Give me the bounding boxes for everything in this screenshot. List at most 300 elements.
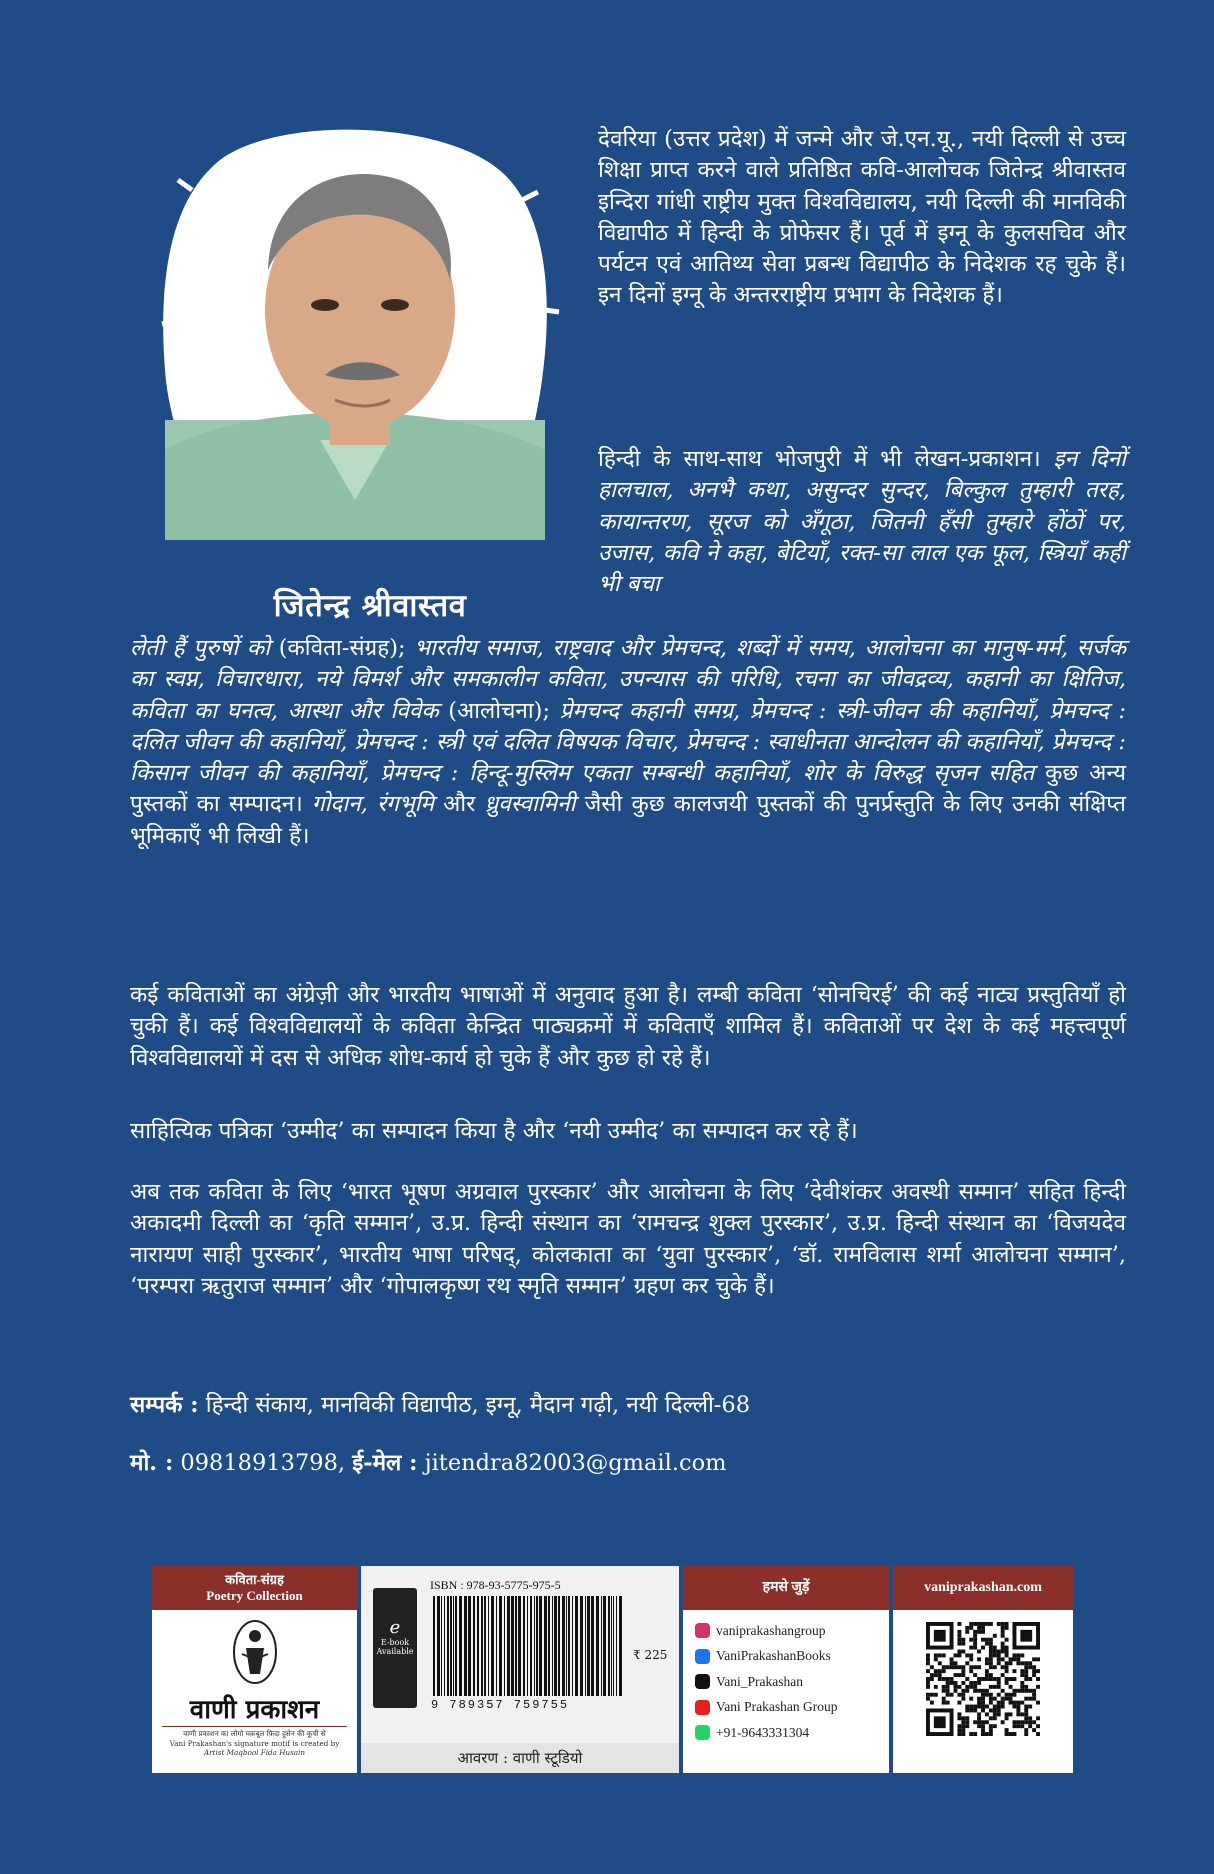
qr-module xyxy=(973,1689,977,1693)
bio-paragraph-3: कई कविताओं का अंग्रेज़ी और भारतीय भाषाओं में अनुवाद हुआ है। लम्बी कविता ‘सोनचिरई’ की कई नाट्य प्रस्तुतियाँ हो चुकी हैं। कई विश्वविद्यालयों के कविता केन्द्रित पाठ्यक्रमों में कविताएँ शामिल हैं। कविताओं पर देश के कई महत्त्वपूर्ण विश्वविद्यालयों में दस से अधिक शोध-कार्य हो चुके हैं और कुछ हो रहे हैं। xyxy=(130,982,1126,1071)
barcode-bar xyxy=(484,1596,486,1696)
qr-module xyxy=(1032,1720,1036,1724)
barcode-bar xyxy=(616,1596,617,1696)
qr-module xyxy=(997,1701,1001,1705)
barcode-bar xyxy=(473,1596,475,1696)
qr-module xyxy=(997,1693,1001,1697)
youtube-icon xyxy=(695,1700,710,1715)
qr-module xyxy=(957,1732,961,1736)
qr-module xyxy=(985,1642,989,1646)
barcode-bar xyxy=(523,1596,525,1696)
qr-module xyxy=(1020,1661,1024,1665)
barcode-bar xyxy=(596,1596,599,1696)
criticism-books: भारतीय समाज, राष्ट्रवाद और प्रेमचन्द, शब्दों में समय, आलोचना का मानुष-मर्म, सर्जक का स्वप्न, विचारधारा, नये विमर्श और समकालीन कविता, उपन्यास की परिधि, रचना का जीवद्रव्य, कहानी का क्षितिज, कविता का घनत्व, आस्था और विवेक xyxy=(130,635,1126,724)
qr-code-icon[interactable] xyxy=(926,1622,1040,1736)
qr-module xyxy=(997,1657,1001,1661)
qr-module xyxy=(926,1697,930,1701)
qr-module xyxy=(942,1697,946,1701)
qr-module xyxy=(1009,1712,1013,1716)
qr-module xyxy=(961,1669,965,1673)
qr-module xyxy=(1012,1689,1016,1693)
contact-address-label: सम्पर्क : xyxy=(130,1392,199,1418)
and-text: और xyxy=(433,791,485,818)
qr-module xyxy=(1012,1693,1016,1697)
qr-module xyxy=(1005,1650,1009,1654)
qr-module xyxy=(1036,1732,1040,1736)
qr-module xyxy=(981,1701,985,1705)
qr-module xyxy=(1016,1720,1020,1724)
qr-module xyxy=(1012,1705,1016,1709)
qr-module xyxy=(981,1693,985,1697)
qr-module xyxy=(1024,1673,1028,1677)
qr-module xyxy=(977,1712,981,1716)
qr-module xyxy=(993,1685,997,1689)
barcode-bar xyxy=(544,1596,547,1696)
qr-module xyxy=(965,1705,969,1709)
qr-finder xyxy=(1020,1630,1032,1642)
qr-module xyxy=(957,1642,961,1646)
qr-module xyxy=(957,1724,961,1728)
barcode-bar xyxy=(568,1596,570,1696)
qr-module xyxy=(977,1677,981,1681)
barcode-bar xyxy=(477,1596,479,1696)
qr-module xyxy=(961,1665,965,1669)
qr-module xyxy=(965,1685,969,1689)
qr-module xyxy=(985,1705,989,1709)
qr-module xyxy=(977,1665,981,1669)
qr-module xyxy=(961,1720,965,1724)
qr-module xyxy=(985,1669,989,1673)
qr-module xyxy=(973,1630,977,1634)
qr-module xyxy=(977,1630,981,1634)
social-item[interactable] xyxy=(695,1644,837,1670)
qr-module xyxy=(1024,1716,1028,1720)
qr-finder xyxy=(934,1716,946,1728)
barcode-bar xyxy=(558,1596,560,1696)
qr-module xyxy=(950,1657,954,1661)
publisher-logo-icon xyxy=(232,1618,278,1686)
qr-module xyxy=(957,1653,961,1657)
qr-module xyxy=(1009,1657,1013,1661)
barcode-bar xyxy=(453,1596,454,1696)
qr-module xyxy=(1032,1697,1036,1701)
barcode-bar xyxy=(601,1596,602,1696)
qr-module xyxy=(973,1685,977,1689)
qr-module xyxy=(981,1689,985,1693)
qr-module xyxy=(946,1693,950,1697)
genre-hindi: कविता-संग्रह xyxy=(225,1572,284,1587)
qr-module xyxy=(993,1697,997,1701)
qr-module xyxy=(977,1626,981,1630)
barcode-bar xyxy=(464,1596,467,1696)
qr-module xyxy=(942,1689,946,1693)
barcode-bar xyxy=(587,1596,590,1696)
qr-module xyxy=(1001,1673,1005,1677)
qr-module xyxy=(997,1650,1001,1654)
qr-module xyxy=(942,1677,946,1681)
qr-module xyxy=(973,1705,977,1709)
qr-module xyxy=(969,1708,973,1712)
price: ₹ 225 xyxy=(633,1648,668,1662)
qr-module xyxy=(1001,1630,1005,1634)
qr-module xyxy=(981,1638,985,1642)
qr-module xyxy=(946,1681,950,1685)
qr-module xyxy=(981,1705,985,1709)
qr-module xyxy=(946,1701,950,1705)
edited-label: कुछ अन्य पुस्तकों का सम्पादन। xyxy=(130,760,1127,818)
barcode-bar xyxy=(459,1596,462,1696)
qr-module xyxy=(985,1693,989,1697)
bio-paragraph-4: साहित्यिक पत्रिका ‘उम्मीद’ का सम्पादन किया है और ‘नयी उम्मीद’ का सम्पादन कर रहे हैं। xyxy=(130,1118,858,1144)
qr-module xyxy=(993,1650,997,1654)
qr-module xyxy=(969,1638,973,1642)
qr-module xyxy=(969,1622,973,1626)
barcode-bar xyxy=(518,1596,521,1696)
edited-books: प्रेमचन्द कहानी समग्र, प्रेमचन्द : स्त्री-जीवन की कहानियाँ, प्रेमचन्द : दलित जीवन की कहानियाँ, प्रेमचन्द : स्त्री एवं दलित विषयक विचार, प्रेमचन्द : स्वाधीनता आन्दोलन की कहानियाँ, प्रेमचन्द : किसान जीवन की कहानियाँ, प्रेमचन्द : हिन्दू-मुस्लिम एकता सम्बन्धी कहानियाँ, शोर के विरुद्ध सृजन सहित xyxy=(130,697,1127,787)
social-item[interactable] xyxy=(695,1669,837,1695)
qr-module xyxy=(942,1669,946,1673)
qr-module xyxy=(977,1701,981,1705)
qr-module xyxy=(969,1646,973,1650)
author-photo-art xyxy=(150,120,560,550)
qr-module xyxy=(965,1677,969,1681)
qr-module xyxy=(977,1724,981,1728)
contact-address-value: हिन्दी संकाय, मानविकी विद्यापीठ, इग्नू, मैदान गढ़ी, नयी दिल्ली-68 xyxy=(198,1392,751,1418)
qr-module xyxy=(973,1708,977,1712)
instagram-icon xyxy=(695,1623,710,1638)
qr-module xyxy=(997,1712,1001,1716)
qr-module xyxy=(1032,1693,1036,1697)
qr-module xyxy=(1005,1646,1009,1650)
qr-module xyxy=(1020,1689,1024,1693)
qr-module xyxy=(1028,1661,1032,1665)
qr-module xyxy=(961,1642,965,1646)
qr-module xyxy=(961,1673,965,1677)
qr-module xyxy=(950,1693,954,1697)
qr-module xyxy=(989,1697,993,1701)
qr-module xyxy=(989,1724,993,1728)
qr-module xyxy=(977,1705,981,1709)
qr-module xyxy=(1005,1622,1009,1626)
qr-module xyxy=(957,1701,961,1705)
qr-module xyxy=(965,1708,969,1712)
barcode-bar xyxy=(433,1596,435,1696)
connect-heading: हमसे जुड़ें xyxy=(683,1566,889,1610)
qr-module xyxy=(997,1653,1001,1657)
qr-module xyxy=(965,1626,969,1630)
qr-module xyxy=(1009,1693,1013,1697)
qr-module xyxy=(1005,1665,1009,1669)
bio-p2-intro: हिन्दी के साथ-साथ भोजपुरी में भी लेखन-प्रकाशन। xyxy=(598,446,1041,472)
qr-module xyxy=(1012,1657,1016,1661)
qr-module xyxy=(926,1653,930,1657)
qr-module xyxy=(961,1689,965,1693)
qr-module xyxy=(973,1673,977,1677)
qr-module xyxy=(993,1665,997,1669)
qr-module xyxy=(957,1622,961,1626)
qr-module xyxy=(969,1732,973,1736)
qr-module xyxy=(1005,1661,1009,1665)
qr-module xyxy=(930,1665,934,1669)
qr-module xyxy=(1024,1697,1028,1701)
qr-module xyxy=(993,1716,997,1720)
qr-module xyxy=(1028,1689,1032,1693)
qr-module xyxy=(1001,1650,1005,1654)
qr-module xyxy=(977,1681,981,1685)
qr-module xyxy=(985,1673,989,1677)
classic-books-2: ध्रुवस्वामिनी xyxy=(484,791,576,818)
qr-module xyxy=(1024,1661,1028,1665)
qr-module xyxy=(1020,1685,1024,1689)
qr-module xyxy=(1016,1724,1020,1728)
barcode-bar xyxy=(591,1596,594,1696)
qr-module xyxy=(1032,1728,1036,1732)
qr-module xyxy=(1028,1716,1032,1720)
qr-module xyxy=(989,1650,993,1654)
barcode-bar xyxy=(585,1596,586,1696)
barcode-bar xyxy=(444,1596,445,1696)
qr-module xyxy=(1020,1653,1024,1657)
qr-module xyxy=(957,1716,961,1720)
qr-module xyxy=(1005,1677,1009,1681)
qr-module xyxy=(954,1689,958,1693)
qr-module xyxy=(997,1681,1001,1685)
qr-module xyxy=(985,1689,989,1693)
qr-module xyxy=(950,1677,954,1681)
barcode-bar xyxy=(619,1596,622,1696)
qr-module xyxy=(954,1661,958,1665)
qr-module xyxy=(934,1653,938,1657)
qr-module xyxy=(942,1653,946,1657)
qr-module xyxy=(1001,1646,1005,1650)
genre-header xyxy=(152,1566,357,1610)
qr-module xyxy=(934,1669,938,1673)
social-list xyxy=(695,1618,837,1746)
qr-module xyxy=(981,1708,985,1712)
qr-module xyxy=(1016,1701,1020,1705)
qr-module xyxy=(1024,1689,1028,1693)
email-value[interactable]: jitendra82003@gmail.com xyxy=(417,1450,727,1476)
barcode-bar xyxy=(552,1596,553,1696)
qr-module xyxy=(1005,1653,1009,1657)
qr-module xyxy=(993,1653,997,1657)
qr-module xyxy=(926,1657,930,1661)
qr-module xyxy=(957,1685,961,1689)
qr-module xyxy=(1001,1697,1005,1701)
divider xyxy=(162,1726,347,1727)
qr-module xyxy=(926,1693,930,1697)
website-url[interactable]: vaniprakashan.com xyxy=(893,1566,1073,1610)
qr-module xyxy=(989,1701,993,1705)
qr-module xyxy=(969,1657,973,1661)
qr-module xyxy=(1024,1708,1028,1712)
qr-module xyxy=(1001,1642,1005,1646)
qr-module xyxy=(997,1708,1001,1712)
social-item[interactable] xyxy=(695,1720,837,1746)
qr-module xyxy=(934,1673,938,1677)
qr-module xyxy=(977,1657,981,1661)
qr-module xyxy=(1001,1665,1005,1669)
barcode-bar xyxy=(536,1596,538,1696)
qr-module xyxy=(946,1665,950,1669)
qr-module xyxy=(961,1638,965,1642)
qr-module xyxy=(1036,1657,1040,1661)
qr-module xyxy=(973,1665,977,1669)
barcode-bar xyxy=(504,1596,505,1696)
qr-module xyxy=(926,1669,930,1673)
qr-module xyxy=(1001,1626,1005,1630)
qr-module xyxy=(1009,1732,1013,1736)
qr-module xyxy=(934,1657,938,1661)
social-label: Vani Prakashan Group xyxy=(716,1699,838,1715)
qr-module xyxy=(985,1622,989,1626)
barcode xyxy=(431,1596,627,1696)
qr-module xyxy=(965,1653,969,1657)
qr-module xyxy=(1001,1634,1005,1638)
qr-module xyxy=(997,1705,1001,1709)
barcode-bar xyxy=(511,1596,514,1696)
qr-module xyxy=(938,1661,942,1665)
barcode-bar xyxy=(468,1596,471,1696)
qr-module xyxy=(1032,1673,1036,1677)
author-name: जितेन्द्र श्रीवास्तव xyxy=(273,588,467,624)
qr-module xyxy=(1028,1720,1032,1724)
social-label: VaniPrakashanBooks xyxy=(716,1648,831,1664)
bio-paragraph-2 xyxy=(598,444,1126,600)
barcode-bar xyxy=(450,1596,452,1696)
qr-module xyxy=(1001,1657,1005,1661)
qr-module xyxy=(1009,1677,1013,1681)
qr-module xyxy=(973,1732,977,1736)
contact-address xyxy=(130,1388,750,1419)
qr-module xyxy=(969,1626,973,1630)
qr-module xyxy=(977,1650,981,1654)
social-label: Vani_Prakashan xyxy=(716,1673,803,1689)
qr-module xyxy=(989,1728,993,1732)
contact-phone-email xyxy=(130,1446,726,1477)
qr-module xyxy=(1016,1708,1020,1712)
qr-module xyxy=(973,1646,977,1650)
qr-module xyxy=(1036,1669,1040,1673)
qr-module xyxy=(1012,1720,1016,1724)
qr-module xyxy=(1005,1728,1009,1732)
qr-module xyxy=(946,1689,950,1693)
qr-module xyxy=(930,1677,934,1681)
barcode-bar xyxy=(603,1596,606,1696)
qr-module xyxy=(989,1673,993,1677)
qr-module xyxy=(985,1712,989,1716)
qr-module xyxy=(973,1720,977,1724)
qr-module xyxy=(977,1689,981,1693)
barcode-bar xyxy=(496,1596,497,1696)
qr-module xyxy=(1024,1665,1028,1669)
qr-module xyxy=(957,1712,961,1716)
qr-module xyxy=(1016,1689,1020,1693)
qr-module xyxy=(1001,1622,1005,1626)
qr-module xyxy=(981,1724,985,1728)
barcode-digits: 9 789357 759755 xyxy=(431,1698,570,1712)
qr-module xyxy=(957,1634,961,1638)
qr-module xyxy=(961,1724,965,1728)
qr-module xyxy=(985,1677,989,1681)
qr-module xyxy=(1009,1661,1013,1665)
qr-module xyxy=(989,1708,993,1712)
barcode-bar xyxy=(613,1596,614,1696)
barcode-bar xyxy=(554,1596,557,1696)
qr-module xyxy=(969,1697,973,1701)
barcode-bar xyxy=(499,1596,502,1696)
qr-module xyxy=(1016,1712,1020,1716)
qr-module xyxy=(993,1724,997,1728)
qr-module xyxy=(1032,1665,1036,1669)
qr-module xyxy=(957,1630,961,1634)
qr-module xyxy=(989,1677,993,1681)
qr-module xyxy=(989,1646,993,1650)
qr-module xyxy=(965,1724,969,1728)
qr-module xyxy=(1012,1701,1016,1705)
phone-label: मो. : xyxy=(130,1450,174,1476)
qr-module xyxy=(926,1677,930,1681)
qr-module xyxy=(985,1720,989,1724)
qr-module xyxy=(957,1650,961,1654)
qr-module xyxy=(961,1693,965,1697)
qr-module xyxy=(930,1693,934,1697)
barcode-bar xyxy=(580,1596,583,1696)
qr-module xyxy=(981,1622,985,1626)
qr-module xyxy=(1016,1653,1020,1657)
qr-module xyxy=(989,1716,993,1720)
qr-module xyxy=(942,1701,946,1705)
social-item[interactable] xyxy=(695,1618,837,1644)
qr-module xyxy=(1005,1732,1009,1736)
qr-module xyxy=(934,1693,938,1697)
qr-module xyxy=(938,1669,942,1673)
barcode-bar xyxy=(562,1596,565,1696)
qr-module xyxy=(1020,1724,1024,1728)
qr-module xyxy=(989,1657,993,1661)
qr-module xyxy=(989,1661,993,1665)
qr-module xyxy=(981,1728,985,1732)
qr-module xyxy=(1024,1685,1028,1689)
barcode-bar xyxy=(507,1596,510,1696)
qr-module xyxy=(946,1685,950,1689)
barcode-bar xyxy=(447,1596,449,1696)
qr-module xyxy=(969,1685,973,1689)
barcode-bar xyxy=(611,1596,612,1696)
qr-module xyxy=(977,1622,981,1626)
barcode-bar xyxy=(515,1596,517,1696)
qr-module xyxy=(1005,1669,1009,1673)
barcode-bar xyxy=(572,1596,573,1696)
qr-module xyxy=(1020,1673,1024,1677)
qr-module xyxy=(1036,1685,1040,1689)
qr-module xyxy=(1024,1705,1028,1709)
qr-module xyxy=(1032,1657,1036,1661)
qr-module xyxy=(969,1653,973,1657)
qr-module xyxy=(1012,1653,1016,1657)
qr-module xyxy=(1036,1701,1040,1705)
logo-credit-artist: Artist Maqbool Fida Husain xyxy=(203,1748,305,1757)
social-item[interactable] xyxy=(695,1695,837,1721)
qr-module xyxy=(1028,1724,1032,1728)
cover-credit: आवरण : वाणी स्टूडियो xyxy=(361,1743,679,1773)
qr-module xyxy=(961,1732,965,1736)
qr-module xyxy=(1005,1712,1009,1716)
qr-module xyxy=(969,1665,973,1669)
publisher-panel xyxy=(152,1566,357,1773)
qr-module xyxy=(1001,1720,1005,1724)
qr-module xyxy=(965,1716,969,1720)
